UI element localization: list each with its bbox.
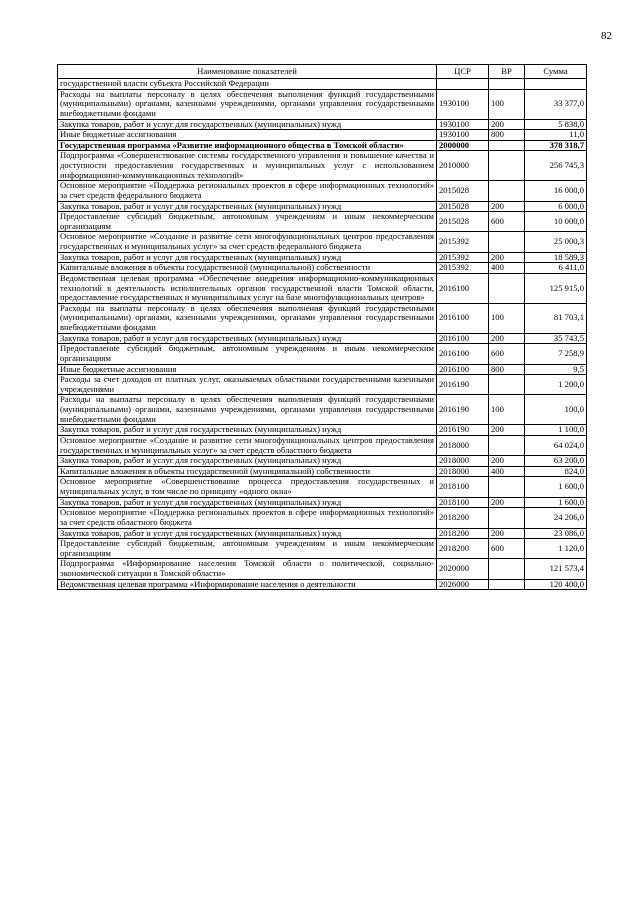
row-csr: 2018000 [437, 466, 489, 477]
row-csr: 2020000 [437, 559, 489, 579]
table-row [58, 435, 587, 455]
table-row [58, 201, 587, 212]
row-sum: 10 000,0 [525, 212, 587, 232]
row-sum: 6 411,0 [525, 263, 587, 274]
row-vr [489, 375, 525, 395]
row-sum: 9,5 [525, 364, 587, 375]
row-name: Расходы на выплаты персоналу в целях обеспечения выполнения функций государственными (муниципальными) органами, казенными учреждениями, органами управления государственными внебюджетными фондами [58, 395, 437, 425]
row-vr: 800 [489, 130, 525, 141]
row-sum: 63 200,0 [525, 456, 587, 467]
row-vr: 200 [489, 456, 525, 467]
header-name: Наименование показателей [58, 65, 437, 79]
row-csr: 2015028 [437, 181, 489, 201]
row-sum: 25 000,3 [525, 232, 587, 252]
row-name: Закупка товаров, работ и услуг для государственных (муниципальных) нужд [58, 119, 437, 130]
table-row [58, 119, 587, 130]
table-row [58, 344, 587, 364]
row-sum: 35 743,5 [525, 333, 587, 344]
row-sum: 125 915,0 [525, 273, 587, 303]
row-sum: 378 318,7 [525, 140, 587, 151]
row-sum: 100,0 [525, 395, 587, 425]
row-vr: 200 [489, 425, 525, 436]
row-csr: 1930100 [437, 119, 489, 130]
table-row [58, 508, 587, 528]
table-row [58, 181, 587, 201]
row-vr [489, 232, 525, 252]
row-csr: 2016190 [437, 395, 489, 425]
table-row [58, 140, 587, 151]
row-name: Капитальные вложения в объекты государственной (муниципальной) собственности [58, 263, 437, 274]
row-name: Основное мероприятие «Совершенствование процесса предоставления государственных и муниципальных услуг, в том числе по принципу «одного окна» [58, 477, 437, 497]
table-row [58, 273, 587, 303]
row-name: Закупка товаров, работ и услуг для государственных (муниципальных) нужд [58, 252, 437, 263]
row-csr: 2016190 [437, 425, 489, 436]
row-csr: 2010000 [437, 151, 489, 181]
row-vr [489, 477, 525, 497]
row-vr: 100 [489, 303, 525, 333]
row-vr: 400 [489, 263, 525, 274]
row-csr [437, 79, 489, 90]
table-row [58, 497, 587, 508]
row-vr [489, 508, 525, 528]
row-sum: 23 086,0 [525, 528, 587, 539]
row-vr: 400 [489, 466, 525, 477]
row-vr [489, 151, 525, 181]
table-row [58, 395, 587, 425]
table-row [58, 151, 587, 181]
table-row [58, 303, 587, 333]
row-name: Закупка товаров, работ и услуг для государственных (муниципальных) нужд [58, 201, 437, 212]
row-csr: 2015392 [437, 232, 489, 252]
table-row [58, 252, 587, 263]
row-name: государственной власти субъекта Российской Федерации [58, 79, 437, 90]
row-name: Предоставление субсидий бюджетным, автономным учреждениям и иным некоммерческим организациям [58, 212, 437, 232]
row-vr [489, 435, 525, 455]
row-name: Расходы на выплаты персоналу в целях обеспечения выполнения функций государственными (муниципальными) органами, казенными учреждениями, органами управления государственными внебюджетными фондами [58, 89, 437, 119]
row-sum: 81 703,1 [525, 303, 587, 333]
row-name: Подпрограмма «Совершенствование системы государственного управления и повышение качества и доступности предоставления государственных и муниципальных услуг с использованием информационно-коммуникационных технологий» [58, 151, 437, 181]
row-name: Основное мероприятие «Создание и развитие сети многофункциональных центров предоставления государственных и муниципальных услуг» за счет средств областного бюджета [58, 435, 437, 455]
row-vr: 200 [489, 252, 525, 263]
table-row [58, 477, 587, 497]
row-sum: 120 400,0 [525, 579, 587, 590]
row-csr: 2016100 [437, 273, 489, 303]
table-row [58, 79, 587, 90]
row-sum: 7 258,9 [525, 344, 587, 364]
row-name: Капитальные вложения в объекты государственной (муниципальной) собственности [58, 466, 437, 477]
row-sum: 24 206,0 [525, 508, 587, 528]
row-vr: 100 [489, 89, 525, 119]
page-number: 82 [601, 30, 612, 42]
table-row [58, 333, 587, 344]
row-vr: 800 [489, 364, 525, 375]
row-name: Закупка товаров, работ и услуг для государственных (муниципальных) нужд [58, 333, 437, 344]
row-vr: 200 [489, 201, 525, 212]
table-row [58, 263, 587, 274]
row-vr [489, 579, 525, 590]
row-csr: 1930100 [437, 130, 489, 141]
row-name: Основное мероприятие «Поддержка региональных проектов в сфере информационных технологий» за счет средств областного бюджета [58, 508, 437, 528]
row-vr: 200 [489, 497, 525, 508]
row-vr [489, 79, 525, 90]
row-sum: 1 600,0 [525, 477, 587, 497]
row-csr: 2015028 [437, 212, 489, 232]
row-csr: 2018000 [437, 456, 489, 467]
row-csr: 2000000 [437, 140, 489, 151]
table-row [58, 232, 587, 252]
row-name: Подпрограмма «Информирование населения Томской области о политической, социально-экономической ситуации в Томской области» [58, 559, 437, 579]
row-vr: 100 [489, 395, 525, 425]
row-vr [489, 559, 525, 579]
row-sum: 1 100,0 [525, 425, 587, 436]
row-name: Государственная программа «Развитие информационного общества в Томской области» [58, 140, 437, 151]
row-name: Закупка товаров, работ и услуг для государственных (муниципальных) нужд [58, 497, 437, 508]
row-csr: 2018200 [437, 528, 489, 539]
row-name: Закупка товаров, работ и услуг для государственных (муниципальных) нужд [58, 528, 437, 539]
header-vr: ВР [489, 65, 525, 79]
row-vr: 200 [489, 119, 525, 130]
row-sum: 64 024,0 [525, 435, 587, 455]
row-vr: 200 [489, 528, 525, 539]
row-name: Ведомственная целевая программа «Информирование населения о деятельности [58, 579, 437, 590]
table-header-row [58, 65, 587, 79]
row-csr: 1930100 [437, 89, 489, 119]
row-csr: 2018000 [437, 435, 489, 455]
table-row [58, 130, 587, 141]
row-sum: 824,0 [525, 466, 587, 477]
row-sum: 16 000,0 [525, 181, 587, 201]
table-row [58, 539, 587, 559]
row-csr: 2018200 [437, 539, 489, 559]
table-row [58, 89, 587, 119]
table-row [58, 466, 587, 477]
row-sum: 6 000,0 [525, 201, 587, 212]
table-row [58, 212, 587, 232]
row-name: Закупка товаров, работ и услуг для государственных (муниципальных) нужд [58, 425, 437, 436]
row-sum: 18 589,3 [525, 252, 587, 263]
row-vr [489, 273, 525, 303]
row-csr: 2018100 [437, 477, 489, 497]
row-name: Основное мероприятие «Поддержка региональных проектов в сфере информационных технологий» за счет средств федерального бюджета [58, 181, 437, 201]
row-name: Иные бюджетные ассигнования [58, 130, 437, 141]
row-name: Предоставление субсидий бюджетным, автономным учреждениям и иным некоммерческим организациям [58, 344, 437, 364]
row-csr: 2015392 [437, 263, 489, 274]
table-row [58, 375, 587, 395]
row-vr [489, 181, 525, 201]
budget-table [57, 64, 587, 590]
row-csr: 2018100 [437, 497, 489, 508]
row-name: Иные бюджетные ассигнования [58, 364, 437, 375]
table-row [58, 456, 587, 467]
header-sum: Сумма [525, 65, 587, 79]
row-vr: 600 [489, 344, 525, 364]
row-vr: 200 [489, 333, 525, 344]
row-vr [489, 140, 525, 151]
row-sum: 33 377,0 [525, 89, 587, 119]
row-csr: 2016190 [437, 375, 489, 395]
row-sum [525, 79, 587, 90]
row-name: Расходы за счет доходов от платных услуг, оказываемых областными государственными казенными учреждениями [58, 375, 437, 395]
row-sum: 5 838,0 [525, 119, 587, 130]
row-name: Основное мероприятие «Создание и развитие сети многофункциональных центров предоставления государственных и муниципальных услуг» за счет средств федерального бюджета [58, 232, 437, 252]
row-sum: 121 573,4 [525, 559, 587, 579]
row-csr: 2016100 [437, 333, 489, 344]
row-name: Ведомственная целевая программа «Обеспечение внедрения информационно-коммуникационных технологий в деятельность исполнительных органов государственной власти Томской области, предоставление государственных и муниципальных услуг на базе многофункциональных центров» [58, 273, 437, 303]
row-sum: 1 600,0 [525, 497, 587, 508]
row-name: Предоставление субсидий бюджетным, автономным учреждениям и иным некоммерческим организациям [58, 539, 437, 559]
row-csr: 2015028 [437, 201, 489, 212]
row-sum: 256 745,3 [525, 151, 587, 181]
row-name: Расходы на выплаты персоналу в целях обеспечения выполнения функций государственными (муниципальными) органами, казенными учреждениями, органами управления государственными внебюджетными фондами [58, 303, 437, 333]
row-vr: 600 [489, 539, 525, 559]
header-csr: ЦСР [437, 65, 489, 79]
row-sum: 1 200,0 [525, 375, 587, 395]
row-sum: 11,0 [525, 130, 587, 141]
table-row [58, 579, 587, 590]
row-csr: 2018200 [437, 508, 489, 528]
row-csr: 2015392 [437, 252, 489, 263]
row-csr: 2016100 [437, 364, 489, 375]
table-row [58, 425, 587, 436]
table-row [58, 364, 587, 375]
row-name: Закупка товаров, работ и услуг для государственных (муниципальных) нужд [58, 456, 437, 467]
row-csr: 2016100 [437, 303, 489, 333]
row-vr: 600 [489, 212, 525, 232]
row-csr: 2016100 [437, 344, 489, 364]
table-row [58, 559, 587, 579]
row-sum: 1 120,0 [525, 539, 587, 559]
table-row [58, 528, 587, 539]
row-csr: 2026000 [437, 579, 489, 590]
